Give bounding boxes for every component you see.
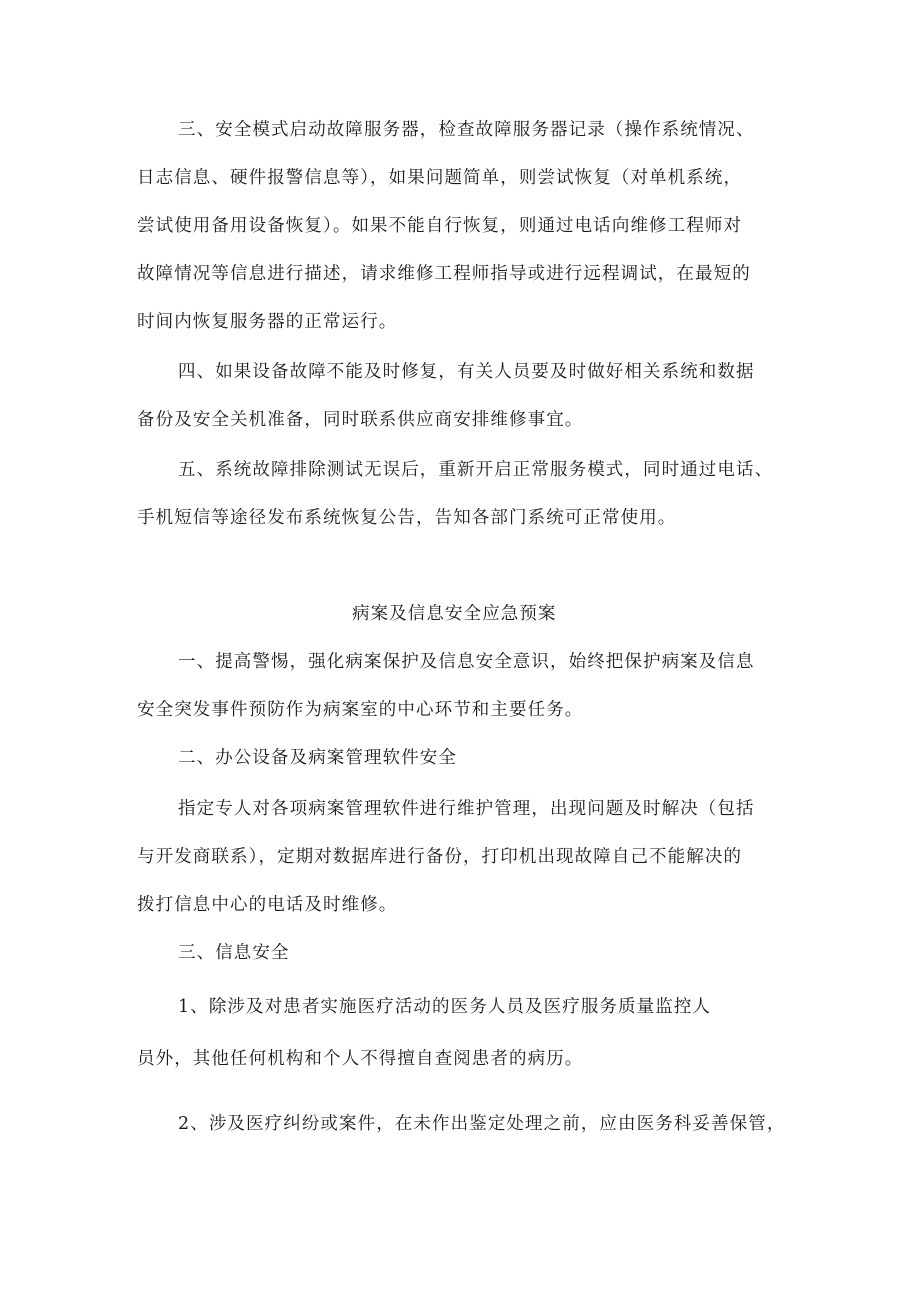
- paragraph-3-line-2: 日志信息、硬件报警信息等），如果问题简单，则尝试恢复（对单机系统，: [137, 168, 743, 188]
- paragraph-5-line-1: 五、系统故障排除测试无误后，重新开启正常服务模式，同时通过电话、: [178, 460, 774, 480]
- section2-paragraph-1-line-2: 安全突发事件预防作为病案室的中心环节和主要任务。: [137, 700, 584, 720]
- section2-paragraph-1-line-1: 一、提高警惕，强化病案保护及信息安全意识，始终把保护病案及信息: [178, 652, 755, 672]
- section-title: 病案及信息安全应急预案: [352, 604, 557, 624]
- paragraph-4-line-2: 备份及安全关机准备，同时联系供应商安排维修事宜。: [137, 410, 584, 430]
- section2-paragraph-2-heading: 二、办公设备及病案管理软件安全: [178, 748, 457, 768]
- section2-paragraph-2-line-1: 指定专人对各项病案管理软件进行维护管理，出现问题及时解决（包括: [178, 799, 755, 819]
- paragraph-3-line-1: 三、安全模式启动故障服务器，检查故障服务器记录（操作系统情况、: [178, 120, 755, 140]
- section2-paragraph-2-line-2: 与开发商联系），定期对数据库进行备份，打印机出现故障自己不能解决的: [137, 847, 743, 867]
- paragraph-5-line-2: 手机短信等途径发布系统恢复公告，告知各部门系统可正常使用。: [137, 508, 677, 528]
- list-item-1-line-2: 员外，其他任何机构和个人不得擅自查阅患者的病历。: [137, 1049, 584, 1069]
- section2-paragraph-2-line-3: 拨打信息中心的电话及时维修。: [137, 895, 398, 915]
- paragraph-3-line-5: 时间内恢复服务器的正常运行。: [137, 312, 398, 332]
- paragraph-4-line-1: 四、如果设备故障不能及时修复，有关人员要及时做好相关系统和数据: [178, 362, 755, 382]
- paragraph-3-line-4: 故障情况等信息进行描述，请求维修工程师指导或进行远程调试，在最短的: [137, 264, 751, 284]
- section2-paragraph-3-heading: 三、信息安全: [178, 943, 290, 963]
- list-item-1-line-1: 1、除涉及对患者实施医疗活动的医务人员及医疗服务质量监控人: [178, 997, 712, 1017]
- paragraph-3-line-3: 尝试使用备用设备恢复）。如果不能自行恢复，则通过电话向维修工程师对: [137, 216, 743, 236]
- list-item-2-line-1: 2、涉及医疗纠纷或案件，在未作出鉴定处理之前，应由医务科妥善保管，: [178, 1114, 786, 1134]
